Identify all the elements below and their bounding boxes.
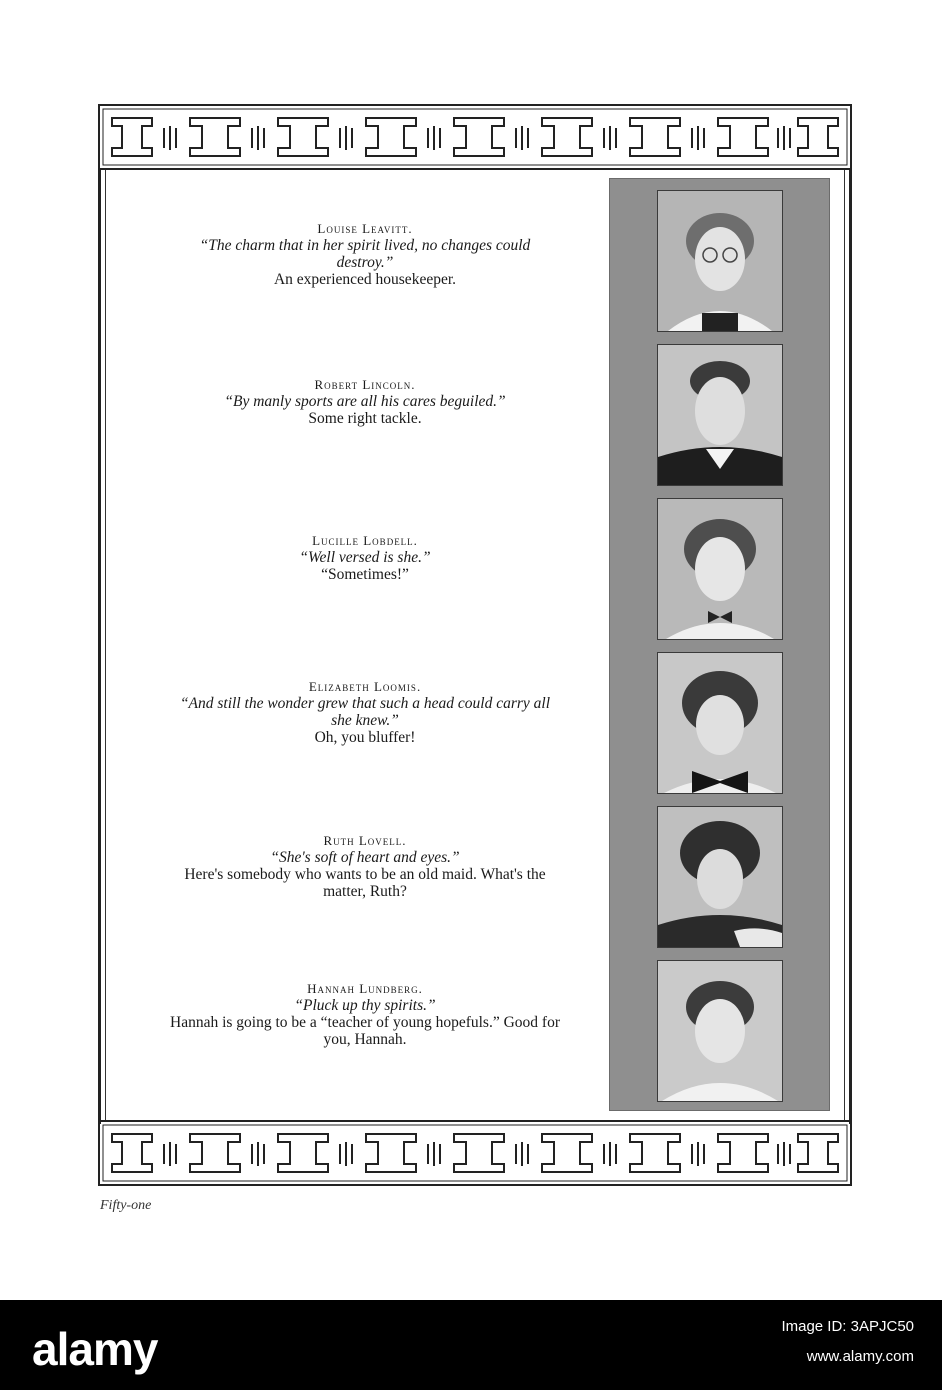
portrait-photo xyxy=(657,498,783,640)
entry-remark: An experienced housekeeper. xyxy=(273,271,457,288)
entry-quote: “Pluck up thy spirits.” xyxy=(294,997,436,1014)
entry-quote: “She's soft of heart and eyes.” xyxy=(270,849,460,866)
stock-watermark-bar xyxy=(0,1300,942,1390)
entry-name: Ruth Lovell. xyxy=(323,833,407,848)
top-border-ornament xyxy=(98,104,852,170)
entry-remark: Hannah is going to be a “teacher of young hopefuls.” Good for you, Hannah. xyxy=(170,1014,560,1048)
portrait-photo xyxy=(657,960,783,1102)
entry-quote: “The charm that in her spirit lived, no changes could destroy.” xyxy=(199,237,531,271)
portrait-photo xyxy=(657,344,783,486)
entry-name: Hannah Lundberg. xyxy=(307,981,423,996)
entry-name: Robert Lincoln. xyxy=(314,377,416,392)
entry-quote: “Well versed is she.” xyxy=(299,549,431,566)
portrait-strip xyxy=(609,178,830,1111)
entry-elizabeth-loomis xyxy=(170,678,560,746)
portrait-photo xyxy=(657,190,783,332)
bottom-border-ornament xyxy=(98,1120,852,1186)
image-id-text: Image ID: 3APJC50 xyxy=(781,1318,914,1335)
entry-quote: “By manly sports are all his cares beguiled.” xyxy=(224,393,506,410)
entry-remark: Oh, you bluffer! xyxy=(314,729,416,746)
entry-remark: “Sometimes!” xyxy=(321,566,409,583)
entry-lucille-lobdell xyxy=(170,532,560,583)
portrait-photo xyxy=(657,652,783,794)
entry-ruth-lovell xyxy=(170,832,560,900)
entry-name: Louise Leavitt. xyxy=(317,221,413,236)
entry-quote: “And still the wonder grew that such a head could carry all she knew.” xyxy=(179,695,551,729)
entry-louise-leavitt xyxy=(170,220,560,288)
entry-remark: Some right tackle. xyxy=(308,410,422,427)
alamy-logo: alamy xyxy=(32,1323,158,1375)
watermark-info xyxy=(781,1312,914,1372)
entry-name: Elizabeth Loomis. xyxy=(308,679,422,694)
entry-robert-lincoln xyxy=(170,376,560,427)
portrait-photo xyxy=(657,806,783,948)
watermark-url: www.alamy.com xyxy=(806,1348,914,1365)
entry-name: Lucille Lobdell. xyxy=(312,533,418,548)
entry-hannah-lundberg xyxy=(170,980,560,1048)
entry-remark: Here's somebody who wants to be an old maid. What's the matter, Ruth? xyxy=(184,866,546,900)
page-number: Fifty-one xyxy=(100,1198,152,1213)
